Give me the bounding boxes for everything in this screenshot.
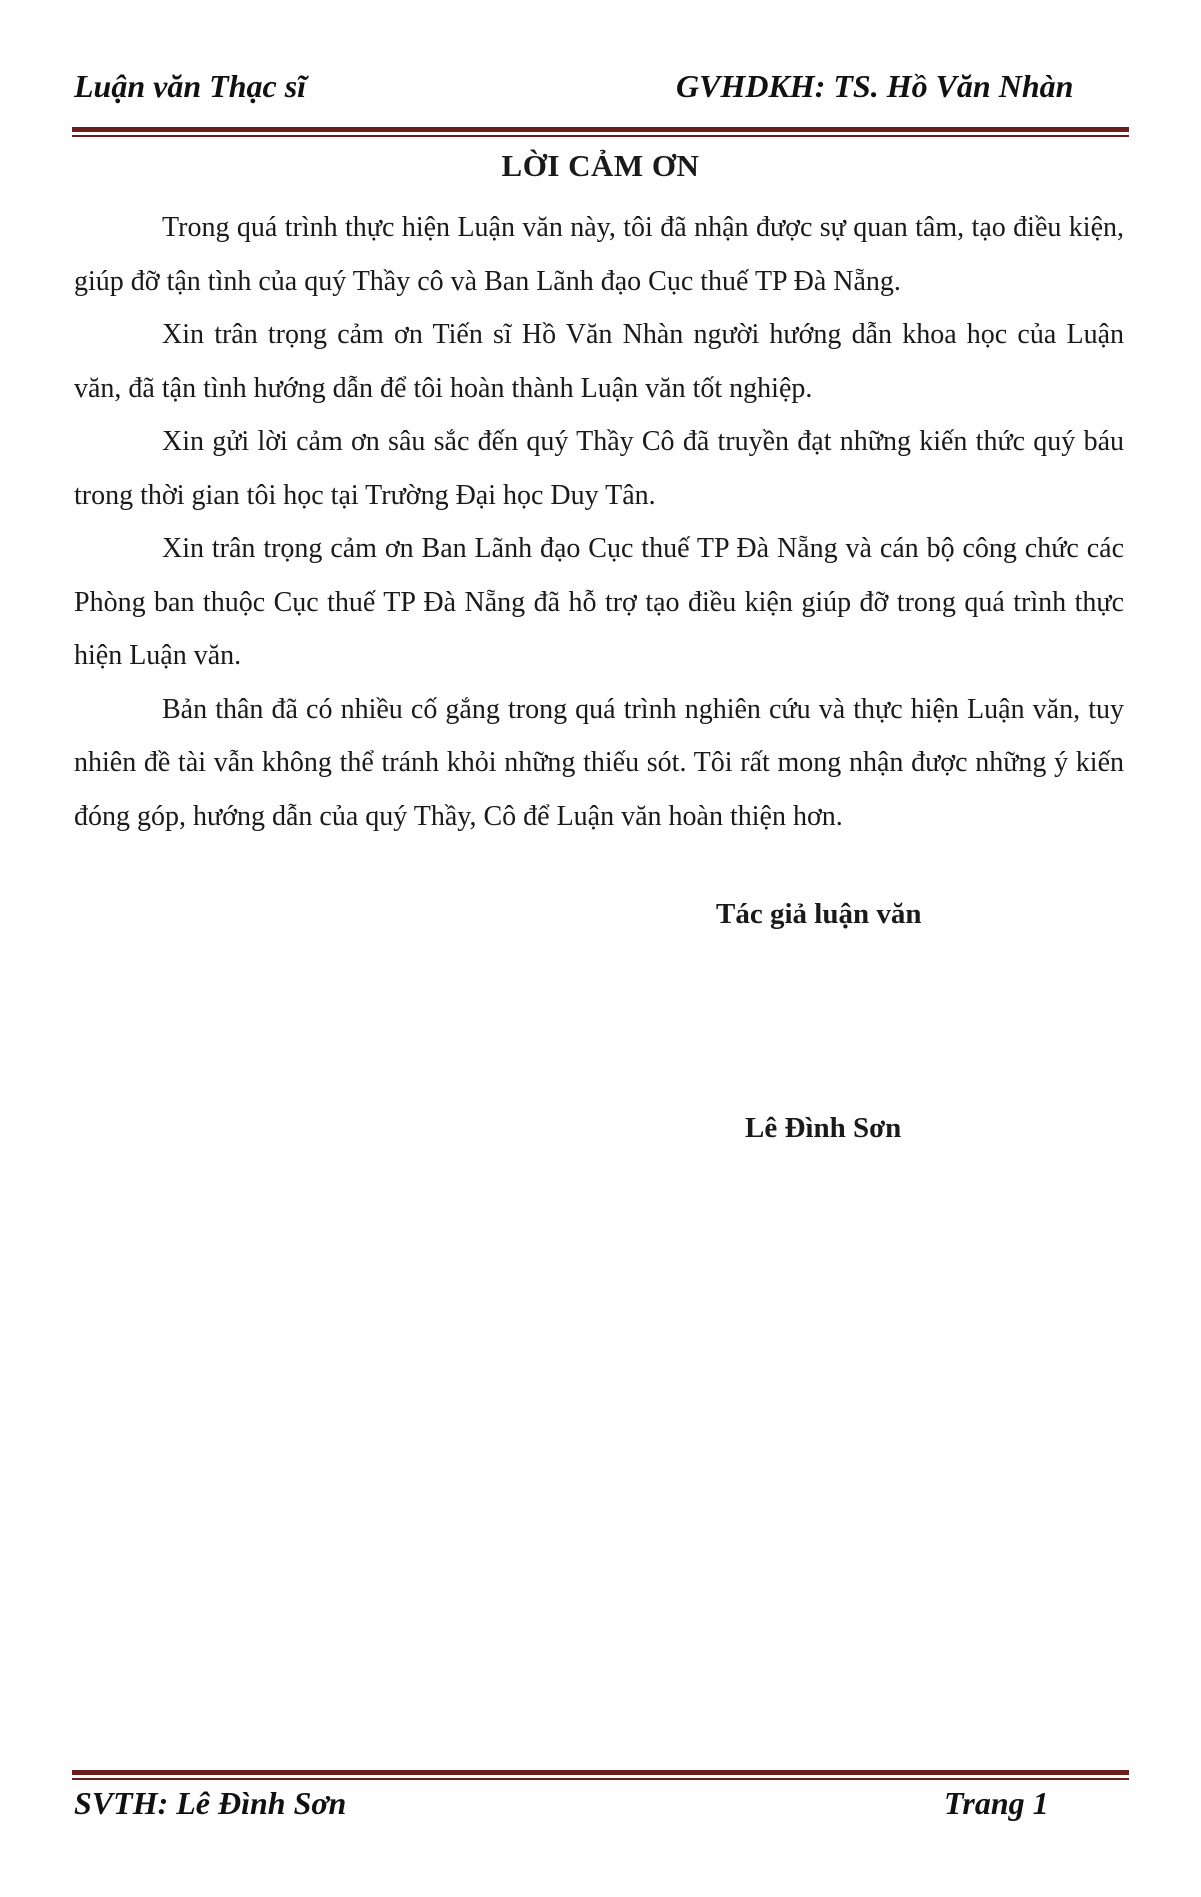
paragraph: Bản thân đã có nhiều cố gắng trong quá trình nghiên cứu và thực hiện Luận văn, tuy nhiên đề tài vẫn không thể tránh khỏi những thiếu sót. Tôi rất mong nhận được những ý kiến đóng góp, hướng dẫn của quý Thầy, Cô để Luận văn hoàn thiện hơn. <box>74 693 1124 832</box>
footer-left-text: SVTH: Lê Đình Sơn <box>74 1785 347 1821</box>
header-rule-thick <box>72 127 1129 132</box>
signature-role: Tác giả luận văn <box>716 898 922 930</box>
body-text <box>74 201 1124 843</box>
header-left-text: Luận văn Thạc sĩ <box>74 68 307 104</box>
page-number: Trang 1 <box>944 1785 1049 1821</box>
footer-rule-thick <box>72 1770 1129 1775</box>
paragraph: Xin trân trọng cảm ơn Ban Lãnh đạo Cục thuế TP Đà Nẵng và cán bộ công chức các Phòng ban thuộc Cục thuế TP Đà Nẵng đã hỗ trợ tạo điều kiện giúp đỡ trong quá trình thực hiện Luận văn. <box>74 533 1124 671</box>
header-rule-thin <box>72 135 1129 137</box>
paragraph: Xin trân trọng cảm ơn Tiến sĩ Hồ Văn Nhàn người hướng dẫn khoa học của Luận văn, đã tận tình hướng dẫn để tôi hoàn thành Luận văn tốt nghiệp. <box>74 319 1124 404</box>
page-title: LỜI CẢM ƠN <box>501 148 700 183</box>
signature-name: Lê Đình Sơn <box>745 1112 902 1144</box>
paragraph: Trong quá trình thực hiện Luận văn này, tôi đã nhận được sự quan tâm, tạo điều kiện, giúp đỡ tận tình của quý Thầy cô và Ban Lãnh đạo Cục thuế TP Đà Nẵng. <box>74 212 1124 297</box>
paragraph: Xin gửi lời cảm ơn sâu sắc đến quý Thầy Cô đã truyền đạt những kiến thức quý báu trong thời gian tôi học tại Trường Đại học Duy Tân. <box>74 426 1124 511</box>
header-right-text: GVHDKH: TS. Hồ Văn Nhàn <box>676 68 1074 104</box>
footer-rule-thin <box>72 1778 1129 1780</box>
